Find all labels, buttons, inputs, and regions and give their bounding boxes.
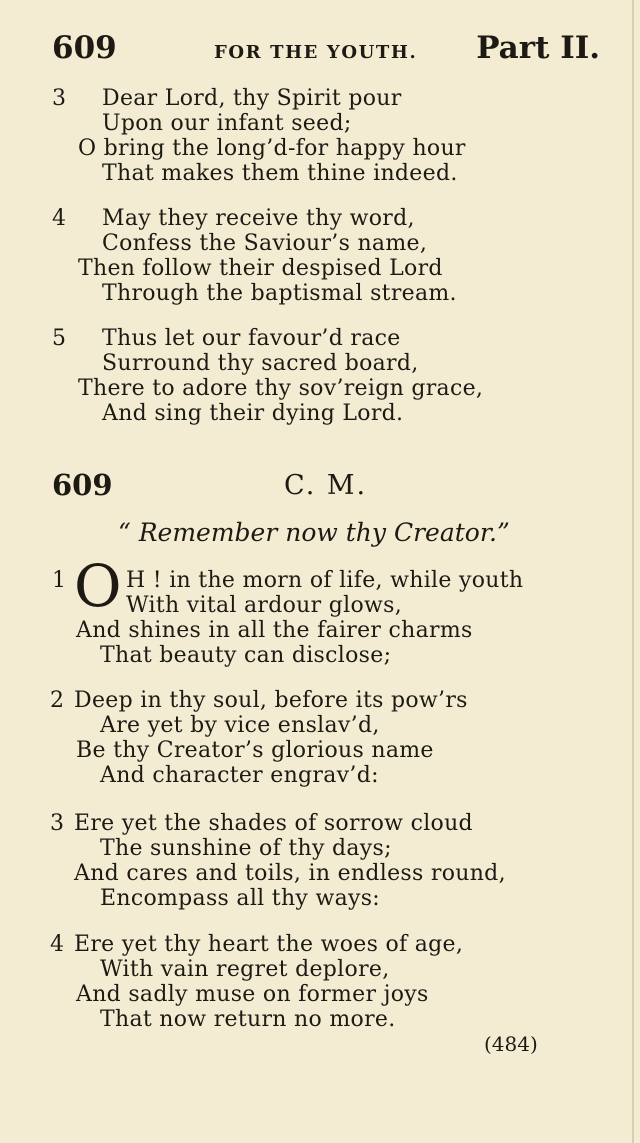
verse-line: May they receive thy word, — [102, 206, 415, 231]
verse-number: 4 — [50, 932, 64, 957]
verse-line: H ! in the morn of life, while youth — [126, 568, 524, 593]
drop-cap: O — [74, 552, 122, 620]
verse-line: O bring the long’d-for happy hour — [78, 136, 466, 161]
hymn-number: 609 — [52, 468, 113, 502]
page-edge — [632, 0, 634, 1143]
verse-number: 4 — [52, 206, 66, 231]
verse-line: Encompass all thy ways: — [100, 886, 381, 911]
verse-line: And sadly muse on former joys — [76, 982, 429, 1007]
hymn-epigraph: “ Remember now thy Creator.” — [118, 518, 510, 547]
verse-line: And sing their dying Lord. — [102, 401, 404, 426]
verse-line: With vain regret deplore, — [100, 957, 390, 982]
verse-line: Surround thy sacred board, — [102, 351, 419, 376]
verse-line: There to adore thy sov’reign grace, — [78, 376, 484, 401]
verse-number: 3 — [52, 86, 66, 111]
verse-number: 5 — [52, 326, 66, 351]
verse-line: Through the baptismal stream. — [102, 281, 457, 306]
verse-line: The sunshine of thy days; — [100, 836, 392, 861]
verse-line: That beauty can disclose; — [100, 643, 392, 668]
verse-line: Upon our infant seed; — [102, 111, 352, 136]
running-header — [52, 30, 600, 70]
header-hymn-number: 609 — [52, 30, 117, 66]
verse-line: And shines in all the fairer charms — [76, 618, 473, 643]
verse-line: Confess the Saviour’s name, — [102, 231, 428, 256]
verse-line: And cares and toils, in endless round, — [74, 861, 506, 886]
verse-line: Then follow their despised Lord — [78, 256, 443, 281]
verse-line: With vital ardour glows, — [126, 593, 403, 618]
verse-number: 2 — [50, 688, 64, 713]
page-number: (484) — [484, 1032, 538, 1056]
verse-line: That now return no more. — [100, 1007, 396, 1032]
verse-line: Thus let our favour’d race — [102, 326, 401, 351]
verse-number: 1 — [52, 568, 66, 593]
verse-number: 3 — [50, 811, 64, 836]
header-title: FOR THE YOUTH. — [214, 42, 418, 63]
verse-line: Deep in thy soul, before its pow’rs — [74, 688, 468, 713]
verse-line: Ere yet thy heart the woes of age, — [74, 932, 464, 957]
verse-line: That makes them thine indeed. — [102, 161, 458, 186]
hymn-meter: C. M. — [284, 470, 368, 501]
verse-line: Be thy Creator’s glorious name — [76, 738, 434, 763]
verse-line: Dear Lord, thy Spirit pour — [102, 86, 402, 111]
verse-line: Are yet by vice enslav’d, — [100, 713, 380, 738]
verse-line: Ere yet the shades of sorrow cloud — [74, 811, 473, 836]
verse-line: And character engrav’d: — [100, 763, 379, 788]
header-part: Part II. — [476, 30, 600, 66]
